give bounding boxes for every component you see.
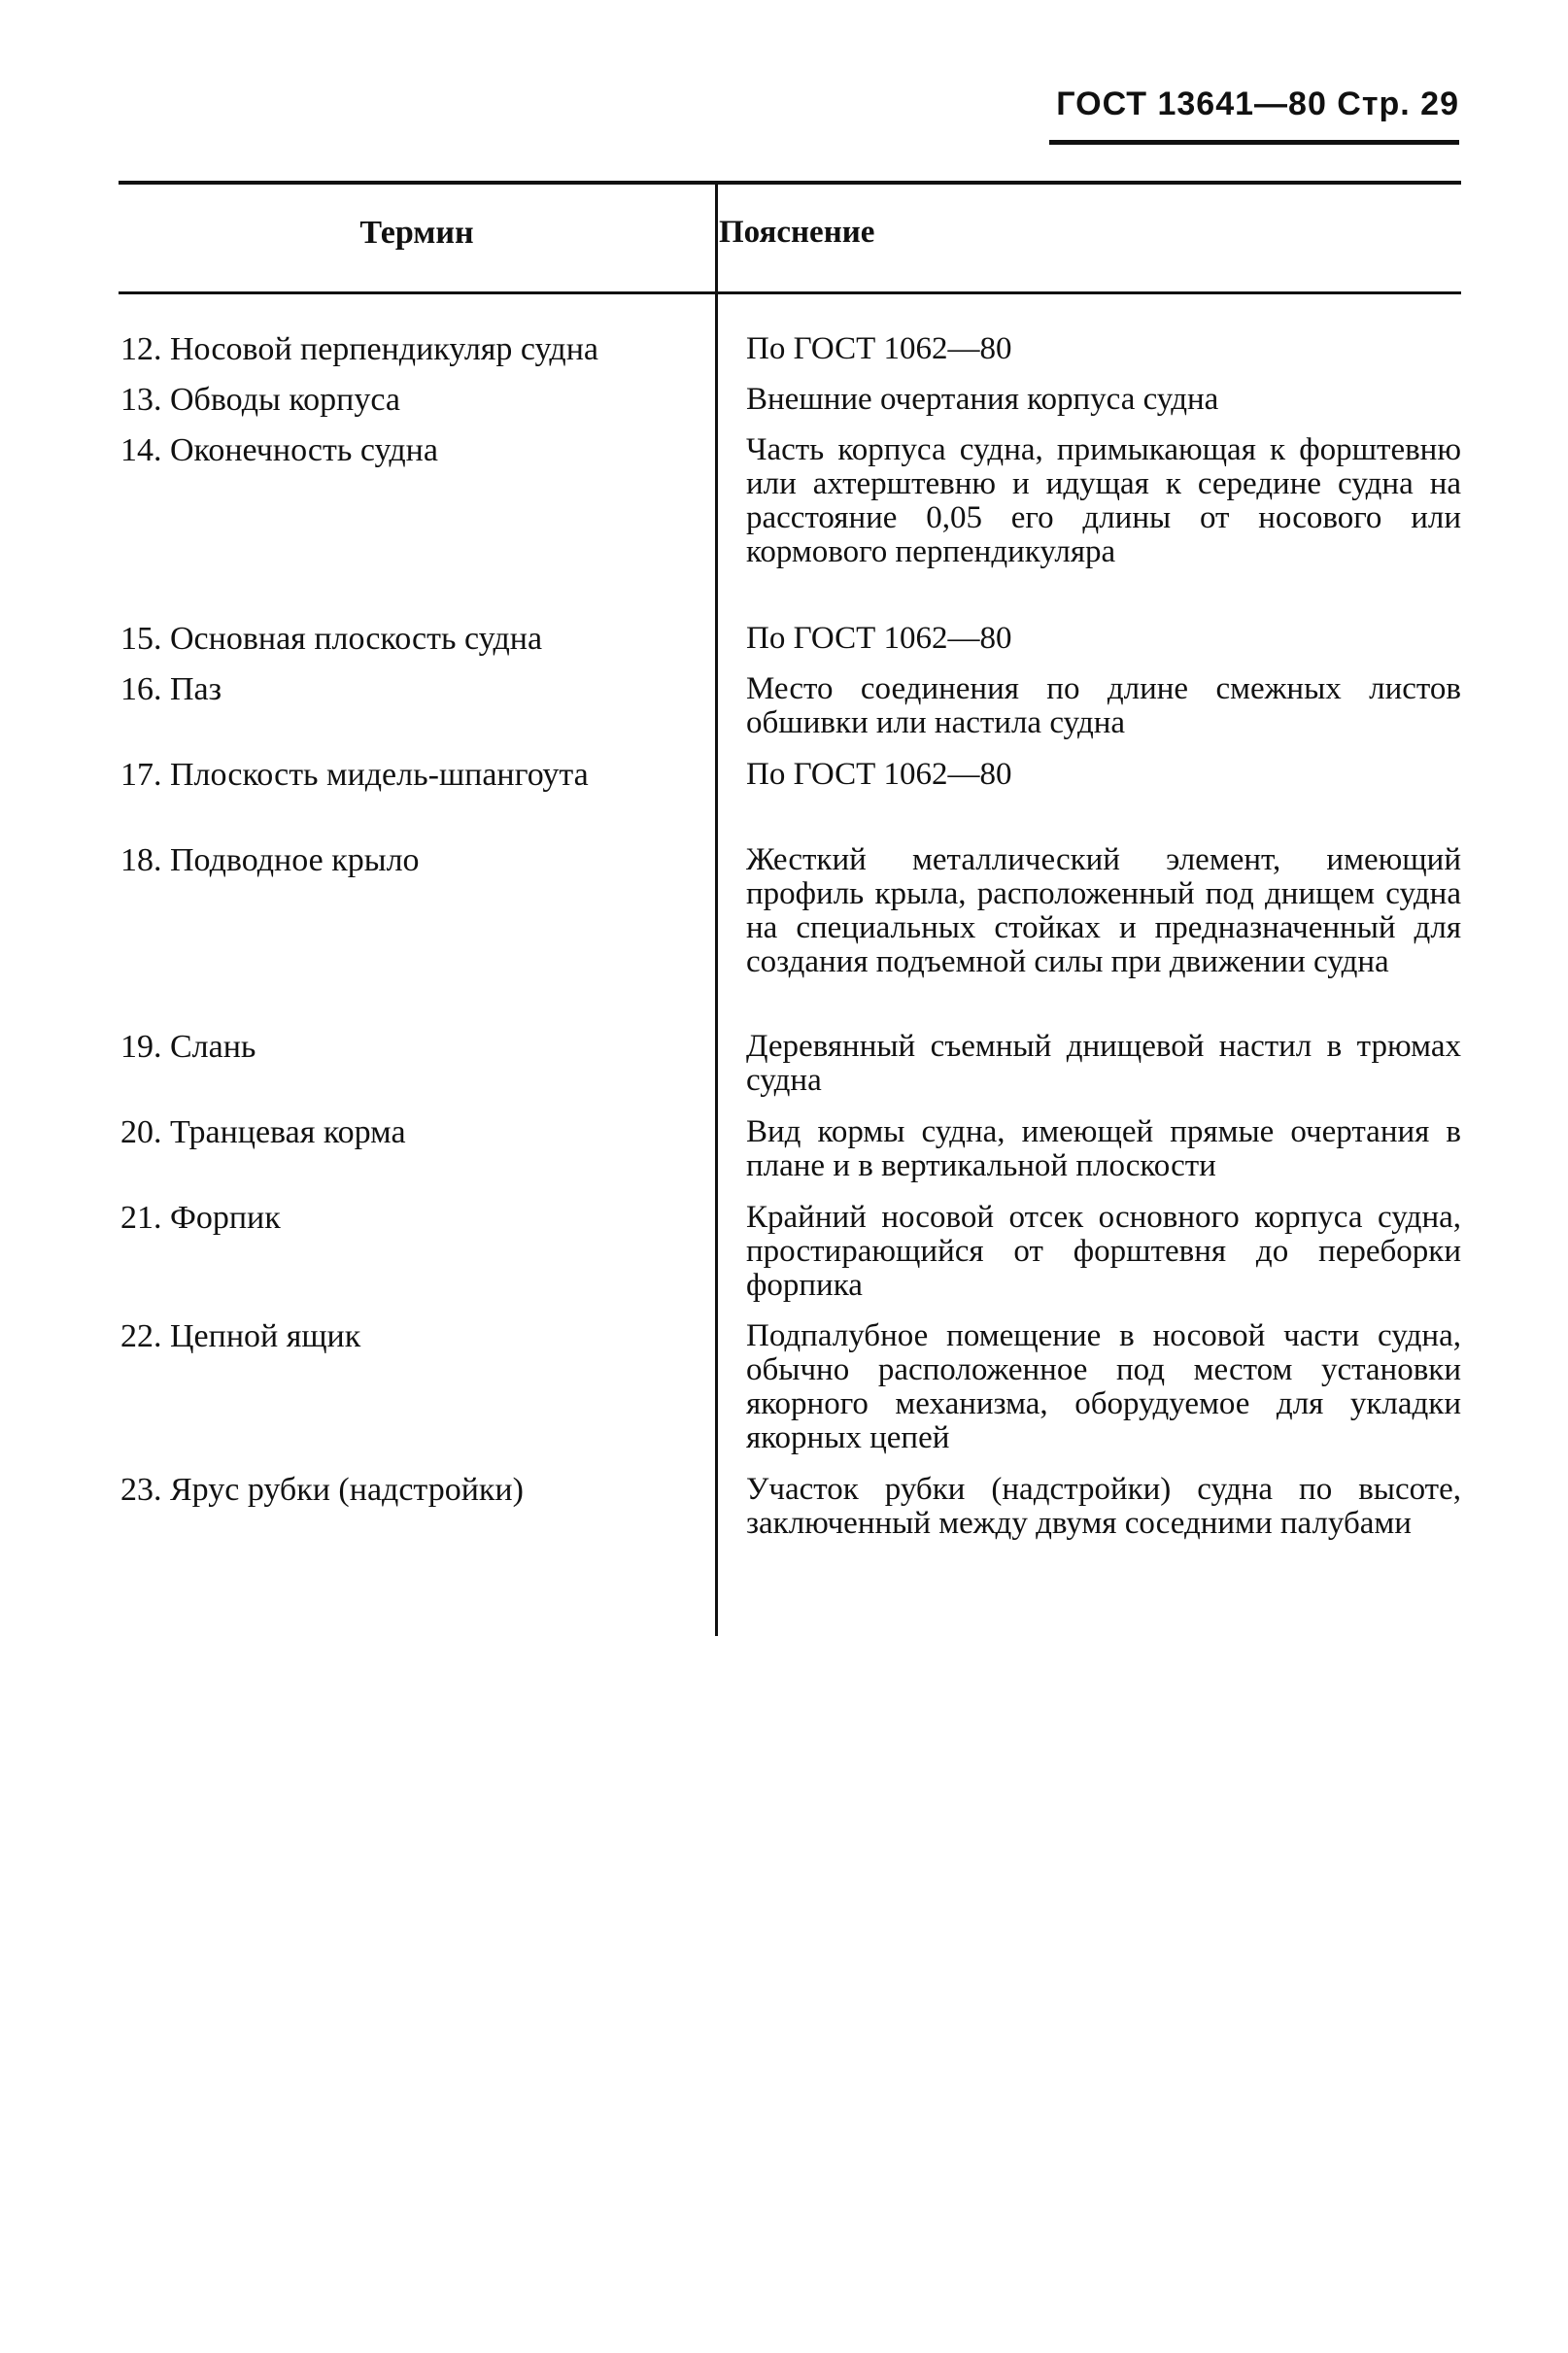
term: 19. Слань [120, 1029, 256, 1065]
term: 23. Ярус рубки (надстройки) [120, 1472, 524, 1508]
explanation: Участок рубки (надстройки) судна по высоте, заключенный между двумя соседними палубами [746, 1472, 1461, 1541]
explanation: Вид кормы судна, имеющей прямые очертания в плане и в вертикальной плоскости [746, 1114, 1461, 1183]
term: 15. Основная плоскость судна [120, 621, 543, 657]
column-header-term: Термин [359, 215, 474, 251]
term: 22. Цепной ящик [120, 1318, 361, 1354]
term: 13. Обводы корпуса [120, 382, 400, 418]
term: 17. Плоскость мидель-шпангоута [120, 757, 589, 793]
page-header: ГОСТ 13641—80 Стр. 29 [1056, 85, 1459, 122]
explanation: Подпалубное помещение в носовой части судна, обычно расположенное под местом установки якорного механизма, оборудуемое для укладки якорных цепей [746, 1318, 1461, 1455]
explanation: По ГОСТ 1062—80 [746, 331, 1012, 366]
term: 21. Форпик [120, 1200, 281, 1236]
explanation: Жесткий металлический элемент, имеющий профиль крыла, расположенный под днищем судна на специальных стойках и предназначенный для создания подъемной силы при движении судна [746, 842, 1461, 979]
explanation: Крайний носовой отсек основного корпуса судна, простирающийся от форштевня до переборки форпика [746, 1200, 1461, 1303]
term: 14. Оконечность судна [120, 432, 438, 468]
term: 16. Паз [120, 671, 222, 707]
explanation: По ГОСТ 1062—80 [746, 621, 1012, 656]
explanation: По ГОСТ 1062—80 [746, 757, 1012, 792]
table-top-rule [119, 181, 1461, 185]
column-header-explanation: Пояснение [719, 215, 875, 250]
explanation: Место соединения по длине смежных листов обшивки или настила судна [746, 671, 1461, 740]
header-rule [1049, 140, 1459, 145]
explanation: Часть корпуса судна, примыкающая к форштевню или ахтерштевню и идущая к середине судна на расстояние 0,05 его длины от носового или кормового перпендикуляра [746, 432, 1461, 569]
term: 18. Подводное крыло [120, 842, 420, 878]
column-divider [715, 183, 718, 1636]
table-header-rule [119, 291, 1461, 294]
explanation: Деревянный съемный днищевой настил в трюмах судна [746, 1029, 1461, 1098]
explanation: Внешние очертания корпуса судна [746, 382, 1219, 417]
term: 12. Носовой перпендикуляр судна [120, 331, 599, 367]
term: 20. Транцевая корма [120, 1114, 406, 1150]
